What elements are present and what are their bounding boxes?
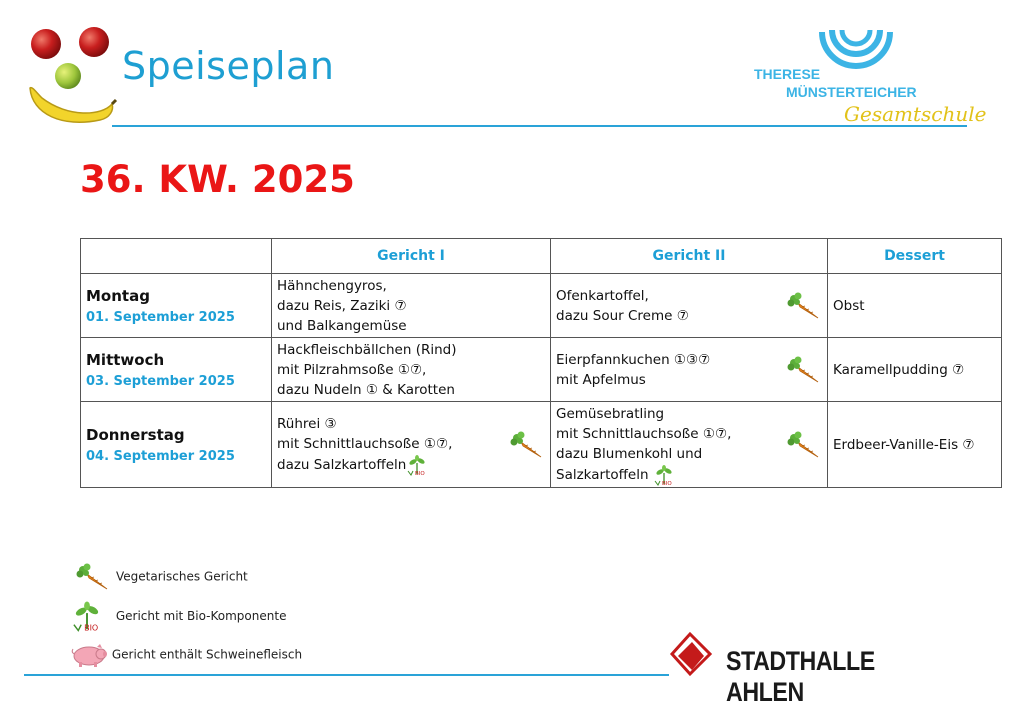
dish-line: Ofenkartoffel, <box>556 287 649 304</box>
svg-text:BIO: BIO <box>415 470 426 476</box>
week-heading: 36. KW. 2025 <box>80 158 355 201</box>
dish-line: Rührei ③ <box>277 415 337 432</box>
school-logo-line3: Gesamtschule <box>844 102 987 126</box>
table-row <box>81 402 1002 488</box>
header-dessert: Dessert <box>828 239 1002 274</box>
svg-text:BIO: BIO <box>84 623 99 632</box>
dish-line-text: dazu Salzkartoffeln <box>277 456 407 473</box>
carrot-icon <box>786 355 822 385</box>
gericht-2-cell <box>551 402 828 488</box>
dish-line <box>277 454 545 476</box>
legend-pork-label: Gericht enthält Schweinefleisch <box>111 647 303 662</box>
day-cell <box>81 338 272 402</box>
dessert-cell: Karamellpudding ⑦ <box>828 338 1002 402</box>
day-name: Montag <box>86 286 150 305</box>
gericht-1-cell <box>272 402 551 488</box>
legend-vegetarian <box>70 562 248 592</box>
dish-line: mit Schnittlauchsoße ①⑦, <box>277 435 453 452</box>
day-name: Mittwoch <box>86 350 165 369</box>
stadthalle-logo-text: STADTHALLE AHLEN <box>726 646 875 707</box>
table-row <box>81 274 1002 338</box>
dish-line <box>556 464 822 486</box>
dish-line: Hackfleischbällchen (Rind) <box>277 341 457 358</box>
gericht-2-cell <box>551 274 828 338</box>
gericht-2-cell <box>551 338 828 402</box>
dish-line: Hähnchengyros, <box>277 277 387 294</box>
dish-line: und Balkangemüse <box>277 317 407 334</box>
svg-text:BIO: BIO <box>661 480 672 486</box>
stadthalle-logo <box>668 628 968 707</box>
carrot-icon <box>786 291 822 321</box>
header-gericht-1: Gericht I <box>272 239 551 274</box>
day-date: 01. September 2025 <box>86 309 235 325</box>
day-cell <box>81 402 272 488</box>
dish-line: mit Apfelmus <box>556 371 646 388</box>
header-gericht-2: Gericht II <box>551 239 828 274</box>
menu-table <box>80 238 1002 488</box>
table-row <box>81 338 1002 402</box>
carrot-icon <box>509 430 545 460</box>
dessert-cell: Obst <box>828 274 1002 338</box>
footer-divider <box>24 674 669 676</box>
carrot-icon <box>786 430 822 460</box>
legend-vegetarian-label: Vegetarisches Gericht <box>116 569 248 584</box>
dish-line: mit Pilzrahmsoße ①⑦, <box>277 361 427 378</box>
legend-bio-label: Gericht mit Bio-Komponente <box>115 608 287 623</box>
dish-line: mit Schnittlauchsoße ①⑦, <box>556 425 732 442</box>
day-cell <box>81 274 272 338</box>
bio-icon <box>70 600 104 632</box>
legend-pork <box>70 642 302 668</box>
dish-line: dazu Nudeln ① & Karotten <box>277 381 455 398</box>
school-logo-line1: THERESE <box>754 66 821 82</box>
day-date: 04. September 2025 <box>86 448 235 464</box>
carrot-icon <box>70 562 116 592</box>
school-logo-arcs-icon <box>816 22 896 82</box>
stadthalle-emblem-icon <box>668 630 724 678</box>
dessert-cell: Erdbeer-Vanille-Eis ⑦ <box>828 402 1002 488</box>
dish-line: dazu Blumenkohl und <box>556 445 703 462</box>
header-day <box>81 239 272 274</box>
legend-bio <box>70 600 286 632</box>
gericht-1-cell <box>272 274 551 338</box>
dish-line: dazu Sour Creme ⑦ <box>556 307 689 324</box>
table-header-row <box>81 239 1002 274</box>
gericht-1-cell <box>272 338 551 402</box>
school-logo <box>752 22 987 132</box>
day-date: 03. September 2025 <box>86 373 235 389</box>
page-title: Speiseplan <box>122 44 335 88</box>
school-logo-line2: MÜNSTERTEICHER <box>786 84 917 100</box>
bio-icon <box>406 454 428 476</box>
dish-line: dazu Reis, Zaziki ⑦ <box>277 297 407 314</box>
dish-line-text: Salzkartoffeln <box>556 466 649 483</box>
pig-icon <box>70 642 108 668</box>
dish-line: Gemüsebratling <box>556 405 665 422</box>
dish-line: Eierpfannkuchen ①③⑦ <box>556 351 711 368</box>
day-name: Donnerstag <box>86 425 185 444</box>
bio-icon <box>653 464 675 486</box>
fruit-face-logo <box>22 22 122 134</box>
